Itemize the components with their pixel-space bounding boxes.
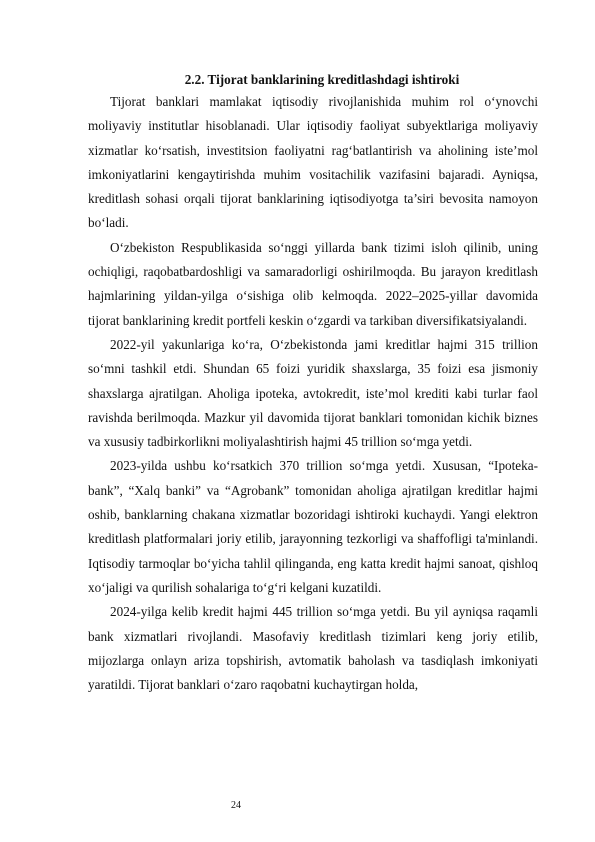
paragraph-3: 2022-yil yakunlariga ko‘ra, O‘zbekistonda jami kreditlar hajmi 315 trillion so‘mni tashkil etdi. Shundan 65 foizi yuridik shaxslarga, 35 foizi esa jismoniy shaxslarga ajratilgan. Aholiga ipoteka, avtokredit, iste’mol krediti kabi turlar faol ravishda berilmoqda. Mazkur yil davomida tijorat banklari tomonidan kichik biznes va xususiy tadbirkorlikni moliyalashtirish hajmi 45 trillion so‘mga yetdi. — [88, 336, 538, 450]
paragraph-5: 2024-yilga kelib kredit hajmi 445 trillion so‘mga yetdi. Bu yil ayniqsa raqamli bank xizmatlari rivojlandi. Masofaviy kreditlash tizimlari keng joriy etilib, mijozlarga onlayn ariza topshirish, avtomatik baholash va tasdiqlash imkoniyati yaratildi. Tijorat banklari o‘zaro raqobatni kuchaytirgan holda, — [88, 604, 538, 693]
page-number: 24 — [231, 800, 241, 811]
paragraph-4: 2023-yilda ushbu ko‘rsatkich 370 trillion so‘mga yetdi. Xususan, “Ipoteka-bank”, “Xalq banki” va “Agrobank” tomonidan aholiga ajratilgan kreditlar hajmi oshib, banklarning chakana xizmatlar bozoridagi ishtiroki kuchaydi. Yangi elektron kreditlash platformalari joriy etilib, jarayonning tezkorligi va shaffofligi ta'minlandi. Iqtisodiy tarmoqlar bo‘yicha tahlil qilinganda, eng katta kredit hajmi sanoat, qishloq xo‘jaligi va qurilish sohalariga to‘g‘ri kelgani kuzatildi. — [88, 458, 538, 595]
paragraph-2: O‘zbekiston Respublikasida so‘nggi yillarda bank tizimi isloh qilinib, uning ochiqligi, raqobatbardoshligi va samaradorligi oshirilmoqda. Bu jarayon kreditlash hajmlarining yildan-yilga o‘sishiga olib kelmoqda. 2022–2025-yillar davomida tijorat banklarining kredit portfeli keskin o‘zgardi va tarkiban diversifikatsiyalandi. — [88, 239, 538, 328]
document-page — [88, 70, 538, 697]
section-heading: 2.2. Tijorat banklarining kreditlashdagi ishtiroki — [184, 72, 460, 87]
paragraph-1: Tijorat banklari mamlakat iqtisodiy rivojlanishida muhim rol o‘ynovchi moliyaviy institutlar hisoblanadi. Ular iqtisodiy faoliyat subyektlariga moliyaviy xizmatlar ko‘rsatish, investitsion faoliyatni rag‘batlantirish va aholining iste’mol imkoniyatlarini kengaytirishda muhim vositachilik vazifasini bajaradi. Ayniqsa, kreditlash sohasi orqali tijorat banklarining iqtisodiyotga ta’siri bevosita namoyon bo‘ladi. — [88, 94, 538, 231]
